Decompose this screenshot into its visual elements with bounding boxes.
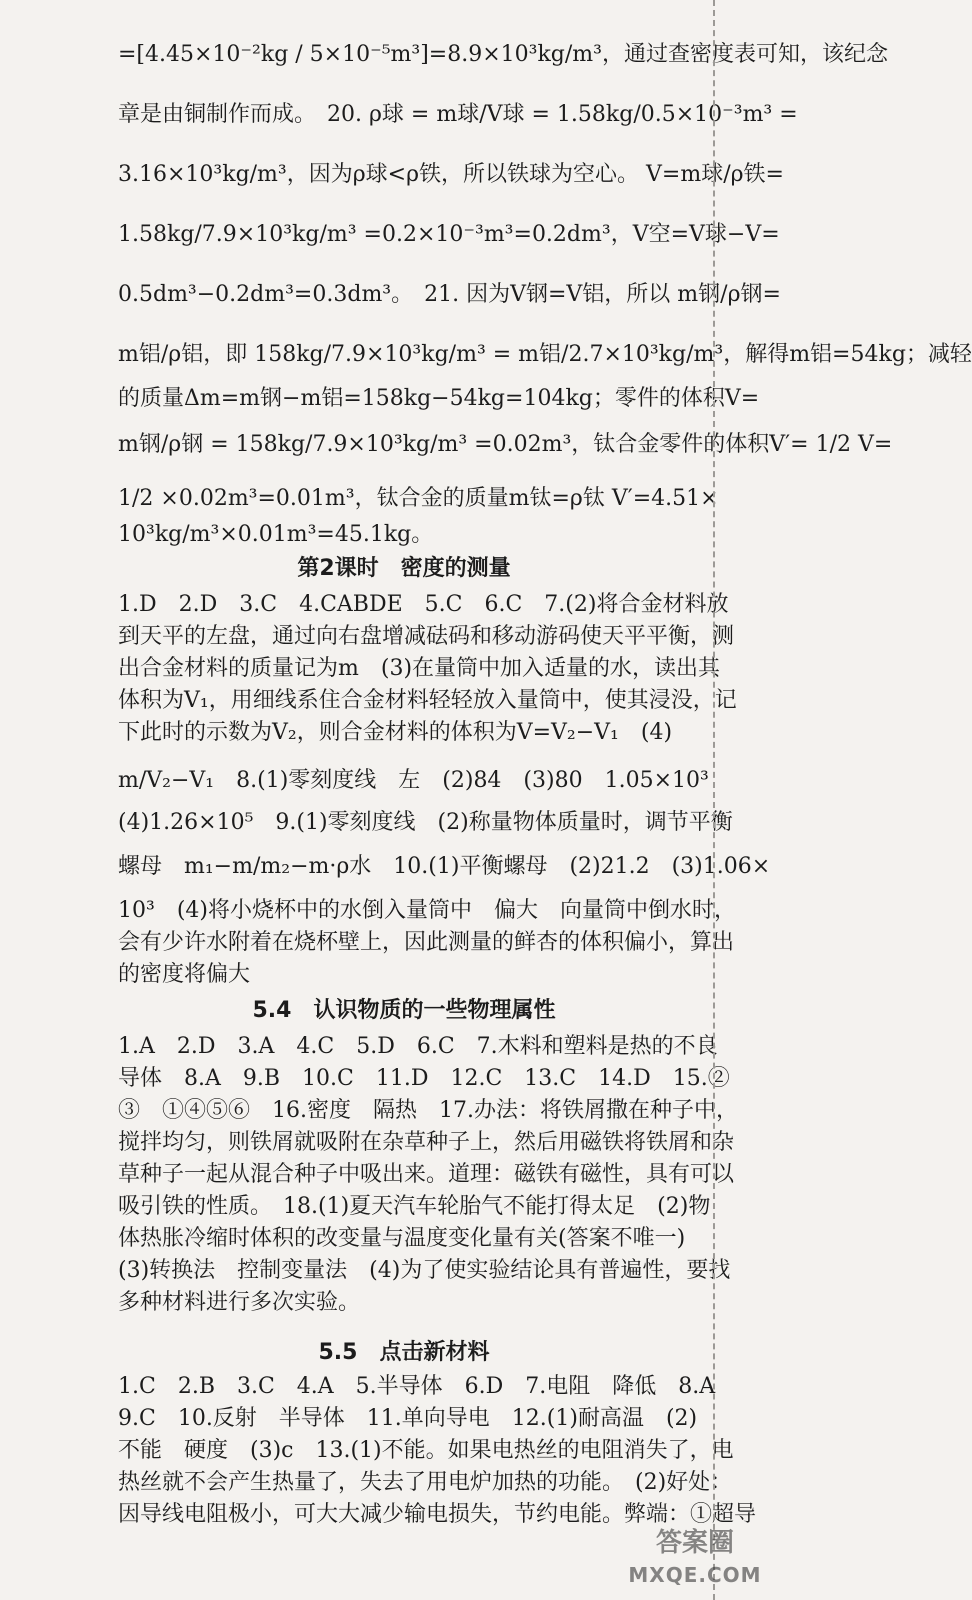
text-line: 1.58kg/7.9×10³kg/m³ =0.2×10⁻³m³=0.2dm³，V空=V球−V= [118,222,780,247]
section-heading: 5.4 认识物质的一些物理属性 [252,998,556,1023]
text-line: 体积为V₁，用细线系住合金材料轻轻放入量筒中，使其浸没，记 [118,688,737,713]
text-line: 体热胀冷缩时体积的改变量与温度变化量有关(答案不唯一) [118,1226,686,1251]
watermark-url: MXQE.COM [628,1563,762,1587]
text-line: 1.A 2.D 3.A 4.C 5.D 6.C 7.木料和塑料是热的不良 [118,1034,718,1059]
text-line: 草种子一起从混合种子中吸出来。道理：磁铁有磁性，具有可以 [118,1162,735,1187]
watermark-logo [605,1524,785,1594]
text-line: 10³ (4)将小烧杯中的水倒入量筒中 偏大 向量筒中倒水时， [118,898,736,923]
section-heading: 第2课时 密度的测量 [297,556,511,581]
text-line: 的质量Δm=m钢−m铝=158kg−54kg=104kg；零件的体积V= [118,386,760,411]
text-line: 10³kg/m³×0.01m³=45.1kg。 [118,522,434,547]
text-line: 会有少许水附着在烧杯壁上，因此测量的鲜杏的体积偏小，算出 [118,930,735,955]
text-line: 搅拌均匀，则铁屑就吸附在杂草种子上，然后用磁铁将铁屑和杂 [118,1130,735,1155]
text-line: ③ ①④⑤⑥ 16.密度 隔热 17.办法：将铁屑撒在种子中， [118,1098,738,1123]
text-line: 吸引铁的性质。 18.(1)夏天汽车轮胎气不能打得太足 (2)物 [118,1194,711,1219]
text-line: 0.5dm³−0.2dm³=0.3dm³。 21. 因为V钢=V铝，所以 m钢/ρ钢= [118,282,781,307]
text-line: 1.C 2.B 3.C 4.A 5.半导体 6.D 7.电阻 降低 8.A [118,1374,716,1399]
binding-dashed-line [713,0,715,1600]
text-line: 不能 硬度 (3)c 13.(1)不能。如果电热丝的电阻消失了，电 [118,1438,734,1463]
text-line: 3.16×10³kg/m³，因为ρ球<ρ铁，所以铁球为空心。 V=m球/ρ铁= [118,162,784,187]
text-line: 导体 8.A 9.B 10.C 11.D 12.C 13.C 14.D 15.② [118,1066,730,1091]
text-line: 章是由铜制作而成。 20. ρ球 = m球/V球 = 1.58kg/0.5×10⁻³m³ = [118,102,798,127]
text-line: 1/2 ×0.02m³=0.01m³，钛合金的质量m钛=ρ钛 V′=4.51× [118,486,719,511]
text-line: 多种材料进行多次实验。 [118,1290,361,1315]
text-line: =[4.45×10⁻²kg / 5×10⁻⁵m³]=8.9×10³kg/m³，通过查密度表可知，该纪念 [118,42,888,67]
text-line: 热丝就不会产生热量了，失去了用电炉加热的功能。 (2)好处： [118,1470,733,1495]
text-line: (3)转换法 控制变量法 (4)为了使实验结论具有普遍性，要找 [118,1258,731,1283]
text-line: 到天平的左盘，通过向右盘增减砝码和移动游码使天平平衡，测 [118,624,735,649]
text-line: m/V₂−V₁ 8.(1)零刻度线 左 (2)84 (3)80 1.05×10³ [118,768,709,793]
text-line: 1.D 2.D 3.C 4.CABDE 5.C 6.C 7.(2)将合金材料放 [118,592,729,617]
text-line: 的密度将偏大 [118,962,251,987]
text-line: 螺母 m₁−m/m₂−m·ρ水 10.(1)平衡螺母 (2)21.2 (3)1.06× [118,854,771,879]
text-line: 下此时的示数为V₂，则合金材料的体积为V=V₂−V₁ (4) [118,720,673,745]
text-line: m铝/ρ铝，即 158kg/7.9×10³kg/m³ = m铝/2.7×10³kg/m³，解得m铝=54kg；减轻 [118,342,972,367]
text-line: m钢/ρ钢 = 158kg/7.9×10³kg/m³ =0.02m³，钛合金零件的体积V′= 1/2 V= [118,432,893,457]
text-line: 出合金材料的质量记为m (3)在量筒中加入适量的水，读出其 [118,656,721,681]
text-line: (4)1.26×10⁵ 9.(1)零刻度线 (2)称量物体质量时，调节平衡 [118,810,733,835]
text-line: 9.C 10.反射 半导体 11.单向导电 12.(1)耐高温 (2) [118,1406,698,1431]
section-heading: 5.5 点击新材料 [318,1340,490,1365]
watermark-text: 答案圈 [655,1528,734,1558]
text-line: 因导线电阻极小，可大大减少输电损失，节约电能。弊端：①超导 [118,1502,757,1527]
